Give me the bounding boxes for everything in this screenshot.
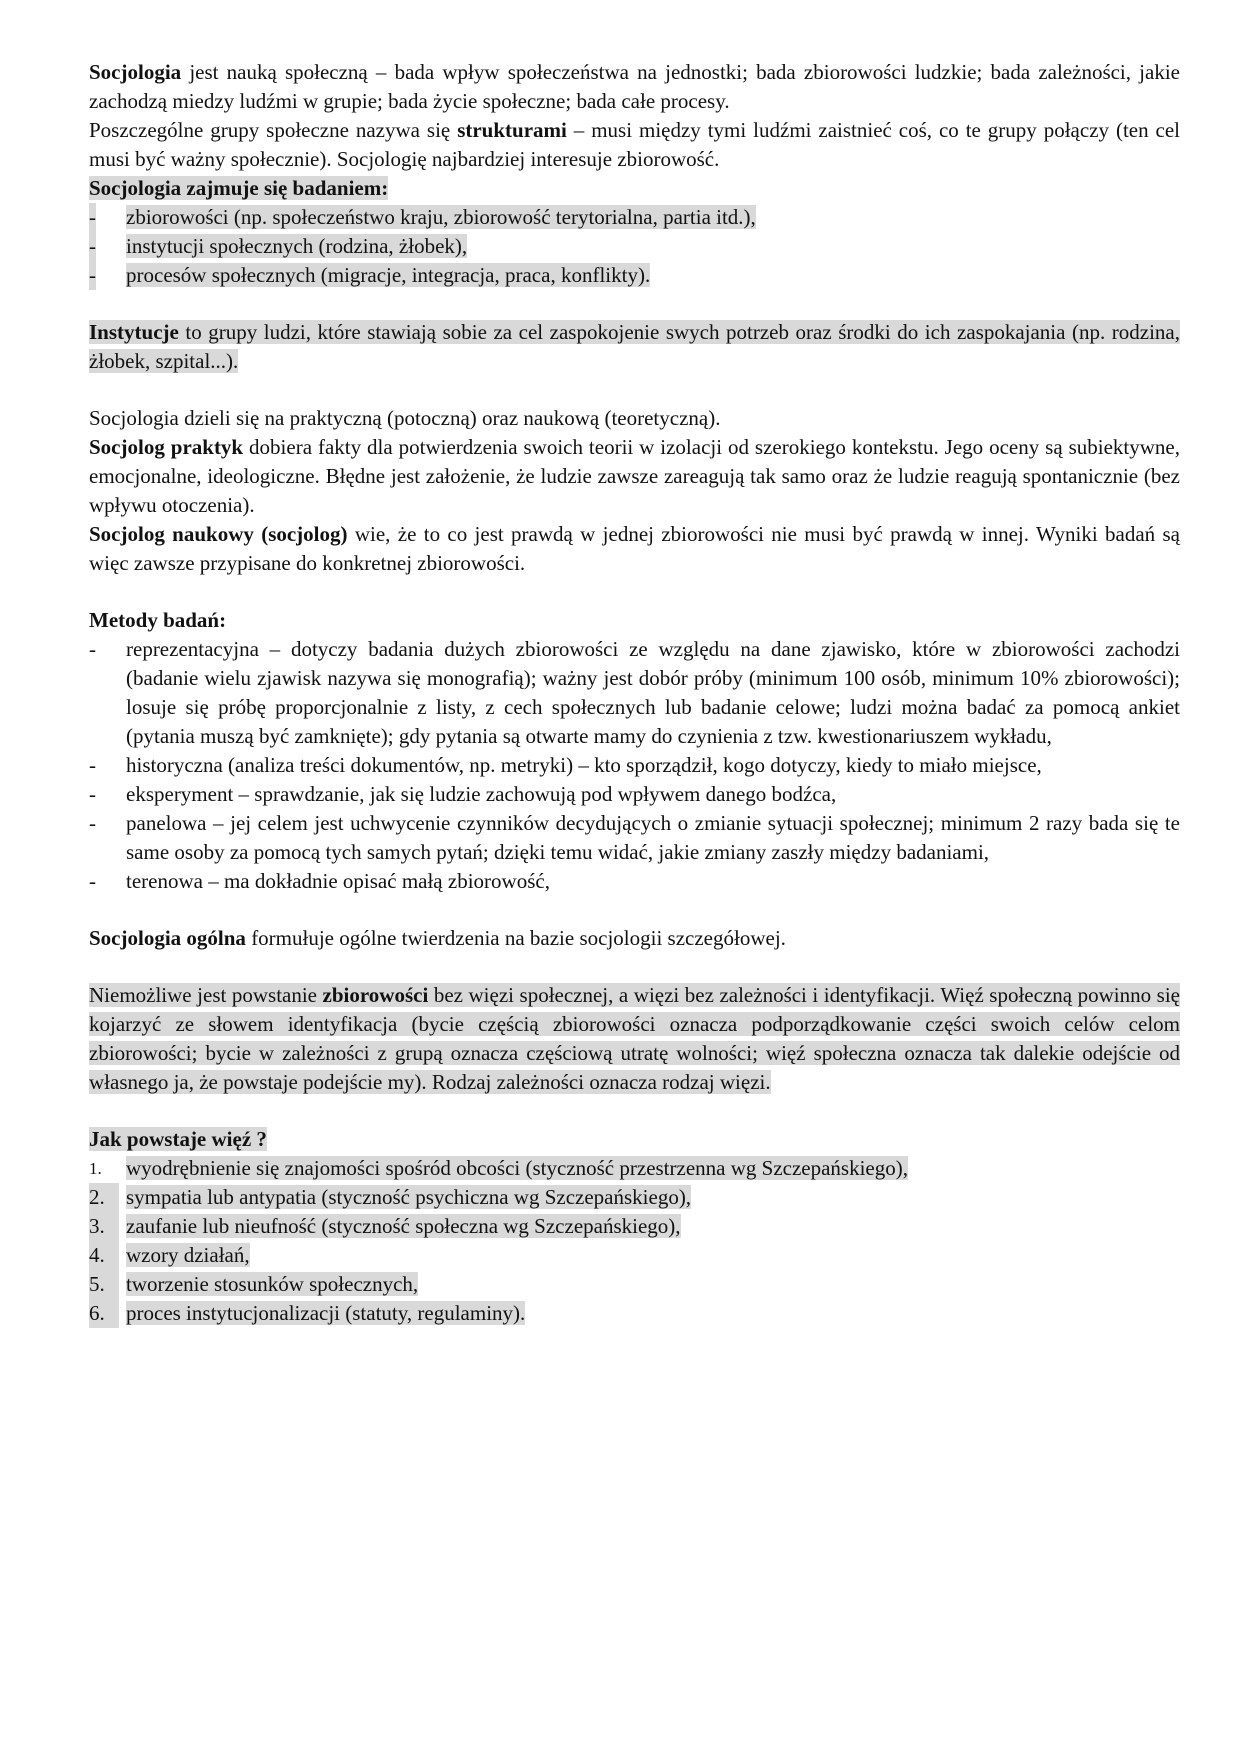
heading-text: Jak powstaje więź ? <box>89 1127 267 1151</box>
dash-marker: - <box>89 637 96 661</box>
spacer <box>89 953 1180 981</box>
spacer <box>89 896 1180 924</box>
list-item <box>89 261 1180 290</box>
list-item <box>89 751 1180 780</box>
term-strukturami: strukturami <box>457 118 567 142</box>
dash-marker: - <box>89 782 96 806</box>
list-item-text: historyczna (analiza treści dokumentów, np. metryki) – kto sporządził, kogo dotyczy, kiedy to miało miejsce, <box>126 753 1042 777</box>
heading-methods: Metody badań: <box>89 608 227 632</box>
list-item <box>89 809 1180 867</box>
spacer <box>89 290 1180 318</box>
paragraph-struktury <box>89 116 1180 174</box>
spacer <box>89 1097 1180 1125</box>
list-item-text: terenowa – ma dokładnie opisać małą zbiorowość, <box>126 869 550 893</box>
study-list <box>89 203 1180 290</box>
spacer <box>89 376 1180 404</box>
list-item <box>89 635 1180 751</box>
list-item <box>89 1299 1180 1328</box>
list-item-text: reprezentacyjna – dotyczy badania dużych zbiorowości ze względu na dane zjawisko, które w zbiorowości zachodzi (badanie wielu zjawisk nazywa się monografią); ważny jest dobór próby (minimum 100 osób, minimum 10% zbiorowości); losuje się próbę proporcjonalnie z listy, z cech społecznych lub badanie celowe; ludzi można badać za pomocą ankiet (pytania muszą być zamknięte); gdy pytania są otwarte mamy do czynienia z tzw. kwestionariuszem wykładu, <box>126 637 1180 748</box>
paragraph-text: dobiera fakty dla potwierdzenia swoich teorii w izolacji od szerokiego kontekstu. Jego oceny są subiektywne, emocjonalne, ideologiczne. Błędne jest założenie, że ludzie zawsze zareagują tak samo oraz że ludzie reagują spontanicznie (bez wpływu otoczenia). <box>89 435 1180 517</box>
paragraph-text: formułuje ogólne twierdzenia na bazie socjologii szczegółowej. <box>245 926 786 950</box>
list-number: 3. <box>89 1212 119 1241</box>
paragraph-socjologia <box>89 58 1180 116</box>
list-item <box>89 1154 1180 1183</box>
term-socjolog-praktyk: Socjolog praktyk <box>89 435 244 459</box>
list-item-text: instytucji społecznych (rodzina, żłobek), <box>126 234 468 258</box>
list-item-text: tworzenie stosunków społecznych, <box>126 1272 419 1296</box>
list-item-text: zaufanie lub nieufność (styczność społeczna wg Szczepańskiego), <box>126 1214 681 1238</box>
paragraph-text: jest nauką społeczną – bada wpływ społeczeństwa na jednostki; bada zbiorowości ludzkie; bada zależności, jakie zachodzą miedzy ludźmi w grupie; bada życie społeczne; bada całe procesy. <box>89 60 1180 113</box>
heading-how <box>89 1125 1180 1154</box>
list-item <box>89 1241 1180 1270</box>
list-item-text: procesów społecznych (migracje, integracja, praca, konflikty). <box>126 263 651 287</box>
list-item-text: panelowa – jej celem jest uchwycenie czynników decydujących o zmianie sytuacji społecznej; minimum 2 razy bada się te same osoby za pomocą tych samych pytań; dzięki temu widać, jakie zmiany zaszły między badaniami, <box>126 811 1180 864</box>
term-zbiorowosci: zbiorowości <box>322 983 429 1007</box>
heading-text: Socjologia zajmuje się badaniem: <box>89 176 389 200</box>
list-number: 4. <box>89 1241 119 1270</box>
paragraph-naukowy <box>89 520 1180 578</box>
paragraph-ogolna <box>89 924 1180 953</box>
paragraph-praktyk <box>89 433 1180 520</box>
list-number: 1. <box>89 1159 102 1178</box>
paragraph-text: bez więzi społecznej, a więzi bez zależności i identyfikacji. Więź społeczną powinno się kojarzyć ze słowem identyfikacja (bycie częścią zbiorowości oznacza podporządkowanie części swoich celów celom zbiorowości; bycie w zależności z grupą oznacza częściową utratę wolności; więź społeczna oznacza tak dalekie odejście od własnego ja, że powstaje podejście my). Rodzaj zależności oznacza rodzaj więzi. <box>89 983 1180 1094</box>
dash-marker: - <box>89 811 96 835</box>
how-list <box>89 1154 1180 1328</box>
methods-list <box>89 635 1180 896</box>
list-item <box>89 1270 1180 1299</box>
list-item <box>89 1183 1180 1212</box>
paragraph-text: to grupy ludzi, które stawiają sobie za cel zaspokojenie swych potrzeb oraz środki do ich zaspokajania (np. rodzina, żłobek, szpital...). <box>89 320 1180 373</box>
dash-marker: - <box>89 869 96 893</box>
spacer <box>89 578 1180 606</box>
paragraph-text: – musi między tymi ludźmi zaistnieć coś, co te grupy połączy (ten cel musi być ważny społecznie). Socjologię najbardziej interesuje zbiorowość. <box>89 118 1181 171</box>
list-item-text: sympatia lub antypatia (styczność psychiczna wg Szczepańskiego), <box>126 1185 692 1209</box>
list-item-text: proces instytucjonalizacji (statuty, regulaminy). <box>126 1301 526 1325</box>
term-socjologia-ogolna: Socjologia ogólna <box>89 926 246 950</box>
dash-marker: - <box>89 203 96 232</box>
list-item <box>89 203 1180 232</box>
heading-study <box>89 174 1180 203</box>
term-instytucje: Instytucje <box>89 320 179 344</box>
paragraph-text: Poszczególne grupy społeczne nazywa się <box>89 118 458 142</box>
list-item <box>89 780 1180 809</box>
dash-marker: - <box>89 232 96 261</box>
list-item <box>89 867 1180 896</box>
list-number: 5. <box>89 1270 119 1299</box>
list-item-text: wyodrębnienie się znajomości spośród obcości (styczność przestrzenna wg Szczepańskiego), <box>126 1156 908 1180</box>
paragraph-division: Socjologia dzieli się na praktyczną (potoczną) oraz naukową (teoretyczną). <box>89 406 721 430</box>
list-item-text: zbiorowości (np. społeczeństwo kraju, zbiorowość terytorialna, partia itd.), <box>126 205 756 229</box>
dash-marker: - <box>89 753 96 777</box>
dash-marker: - <box>89 261 96 290</box>
list-number: 6. <box>89 1299 119 1328</box>
term-socjologia: Socjologia <box>89 60 182 84</box>
list-item-text: eksperyment – sprawdzanie, jak się ludzie zachowują pod wpływem danego bodźca, <box>126 782 837 806</box>
paragraph-wiez <box>89 981 1180 1097</box>
list-number: 2. <box>89 1183 119 1212</box>
paragraph-text: wie, że to co jest prawdą w jednej zbiorowości nie musi być prawdą w innej. Wyniki badań są więc zawsze przypisane do konkretnej zbiorowości. <box>89 522 1180 575</box>
list-item <box>89 232 1180 261</box>
term-socjolog-naukowy: Socjolog naukowy (socjolog) <box>89 522 348 546</box>
list-item <box>89 1212 1180 1241</box>
paragraph-text: Niemożliwe jest powstanie <box>89 983 323 1007</box>
list-item-text: wzory działań, <box>126 1243 250 1267</box>
paragraph-instytucje <box>89 318 1180 376</box>
